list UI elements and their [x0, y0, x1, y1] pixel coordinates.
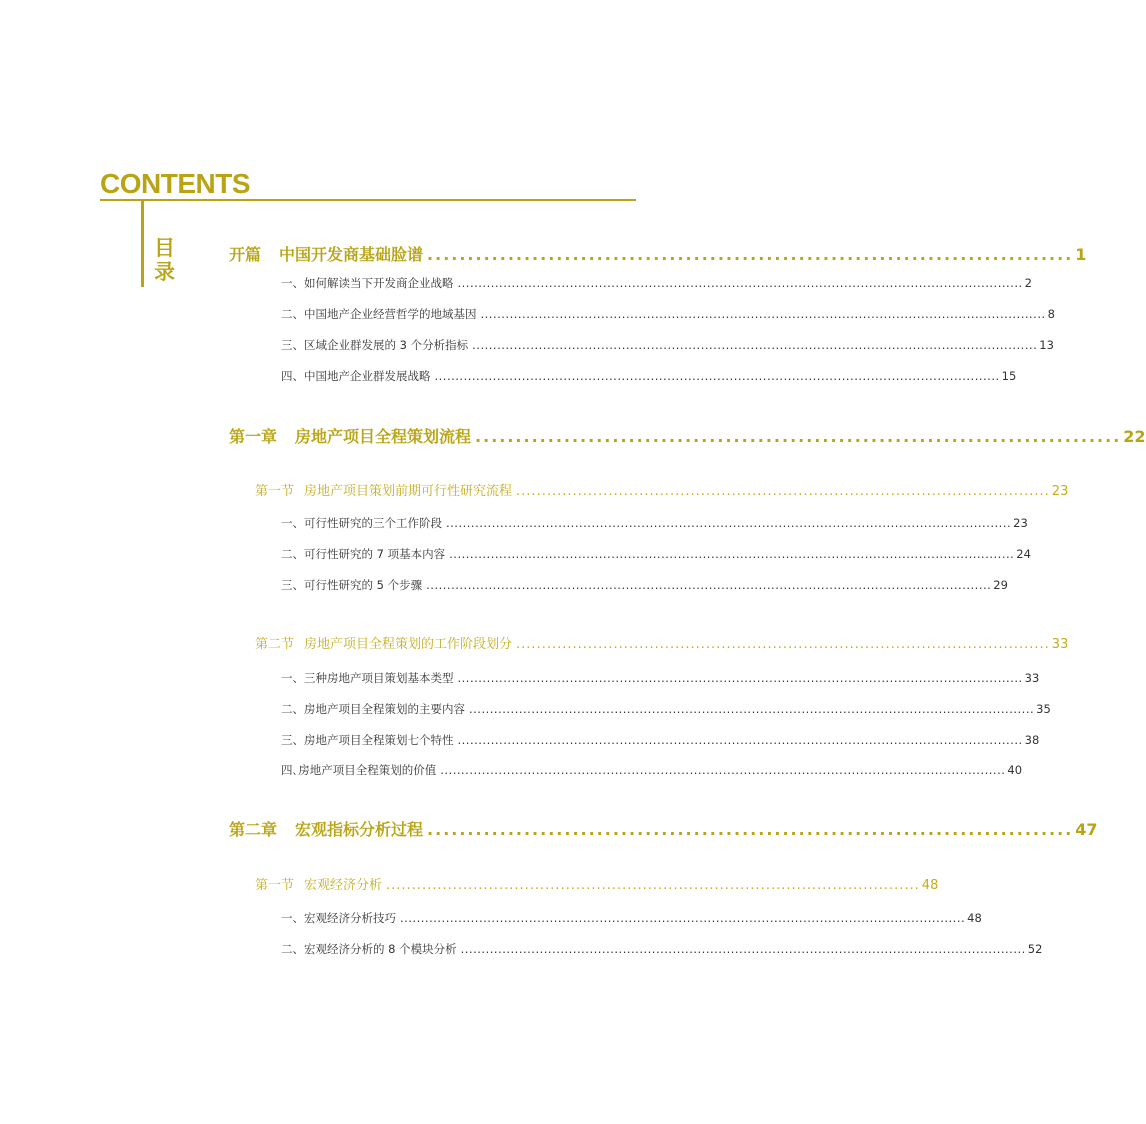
toc-item[interactable] [281, 762, 1023, 778]
page-number: 13 [1039, 338, 1054, 352]
page-number: 23 [1051, 484, 1069, 499]
leader-dots: ................................................................................ [427, 245, 1074, 264]
toc-chapter-1[interactable] [229, 424, 1146, 447]
item-label: 一、可行性研究的三个工作阶段 [281, 516, 442, 530]
part-title: 中国开发商基础脸谱 [279, 245, 424, 264]
page-number: 48 [921, 878, 939, 893]
toc-item[interactable] [281, 337, 1054, 353]
toc-item[interactable] [281, 577, 1008, 593]
page-number: 38 [1024, 733, 1040, 747]
chapter-title: 宏观指标分析过程 [295, 820, 424, 839]
page-number: 22 [1123, 427, 1146, 446]
part-prefix: 开篇 [229, 245, 262, 264]
title-rule-vertical [141, 201, 144, 287]
leader-dots: ........................................................................................................................................ [472, 338, 1038, 352]
toc-item[interactable] [281, 306, 1055, 322]
leader-dots: ........................................................................................................................................ [434, 369, 1000, 383]
item-label: 三、可行性研究的 5 个步骤 [281, 578, 423, 592]
page-number: 2 [1024, 276, 1032, 290]
item-label: 二、宏观经济分析的 8 个模块分析 [281, 942, 457, 956]
toc-label-char-2: 录 [154, 260, 175, 284]
toc-item[interactable] [281, 368, 1017, 384]
toc-item[interactable] [281, 275, 1032, 291]
leader-dots: ........................................................................................................ [516, 484, 1050, 499]
item-label: 四､房地产项目全程策划的价值 [281, 763, 437, 777]
page-number: 33 [1051, 637, 1069, 652]
section-prefix: 第二节 [255, 637, 295, 652]
item-label: 一、如何解读当下开发商企业战略 [281, 276, 454, 290]
toc-item[interactable] [281, 732, 1040, 748]
leader-dots: ........................................................................................................ [516, 637, 1050, 652]
page-number: 33 [1024, 671, 1040, 685]
chapter-prefix: 第一章 [229, 427, 278, 446]
item-label: 四、中国地产企业群发展战略 [281, 369, 431, 383]
toc-item[interactable] [281, 910, 982, 926]
toc-section[interactable] [255, 633, 1069, 652]
section-prefix: 第一节 [255, 484, 295, 499]
title-rule-horizontal [100, 199, 636, 201]
chapter-prefix: 第二章 [229, 820, 278, 839]
leader-dots: ........................................................................................................................................ [457, 671, 1023, 685]
page-number: 1 [1075, 245, 1087, 264]
page-number: 15 [1001, 369, 1017, 383]
leader-dots: ................................................................................ [427, 820, 1074, 839]
leader-dots: ........................................................................................................................................ [460, 942, 1026, 956]
item-label: 二、房地产项目全程策划的主要内容 [281, 702, 465, 716]
leader-dots: ........................................................................................................................................ [400, 911, 966, 925]
toc-item[interactable] [281, 701, 1051, 717]
contents-title: CONTENTS [100, 168, 250, 199]
section-prefix: 第一节 [255, 878, 295, 893]
leader-dots: ........................................................................................................................................ [469, 702, 1035, 716]
section-title: 房地产项目全程策划的工作阶段划分 [304, 637, 513, 652]
page-number: 8 [1047, 307, 1055, 321]
toc-chapter-2[interactable] [229, 817, 1098, 840]
page-number: 47 [1075, 820, 1098, 839]
toc-section[interactable] [255, 874, 939, 893]
section-title: 宏观经济分析 [304, 878, 383, 893]
page-number: 29 [993, 578, 1008, 592]
page-number: 48 [967, 911, 982, 925]
item-label: 二、中国地产企业经营哲学的地域基因 [281, 307, 477, 321]
page-number: 40 [1007, 763, 1023, 777]
leader-dots: ........................................................................................................................................ [446, 516, 1012, 530]
toc-label-char-1: 目 [154, 236, 175, 260]
page-number: 23 [1013, 516, 1028, 530]
chapter-title: 房地产项目全程策划流程 [295, 427, 472, 446]
toc-item[interactable] [281, 546, 1031, 562]
toc-item[interactable] [281, 941, 1043, 957]
toc-vertical-label [154, 236, 178, 284]
item-label: 三、房地产项目全程策划七个特性 [281, 733, 454, 747]
leader-dots: ........................................................................................................................................ [449, 547, 1015, 561]
toc-part-opening[interactable] [229, 242, 1087, 265]
page-number: 52 [1027, 942, 1043, 956]
page-number: 35 [1036, 702, 1051, 716]
item-label: 三、区域企业群发展的 3 个分析指标 [281, 338, 469, 352]
item-label: 一、三种房地产项目策划基本类型 [281, 671, 454, 685]
item-label: 一、宏观经济分析技巧 [281, 911, 396, 925]
leader-dots: ........................................................................................................ [386, 878, 920, 893]
leader-dots: ........................................................................................................................................ [426, 578, 992, 592]
section-title: 房地产项目策划前期可行性研究流程 [304, 484, 513, 499]
leader-dots: ................................................................................ [475, 427, 1122, 446]
leader-dots: ........................................................................................................................................ [457, 733, 1023, 747]
leader-dots: ........................................................................................................................................ [457, 276, 1023, 290]
toc-item[interactable] [281, 670, 1040, 686]
page-number: 24 [1016, 547, 1031, 561]
toc-section[interactable] [255, 480, 1069, 499]
leader-dots: ........................................................................................................................................ [440, 763, 1006, 777]
leader-dots: ........................................................................................................................................ [480, 307, 1046, 321]
item-label: 二、可行性研究的 7 项基本内容 [281, 547, 446, 561]
toc-item[interactable] [281, 515, 1028, 531]
